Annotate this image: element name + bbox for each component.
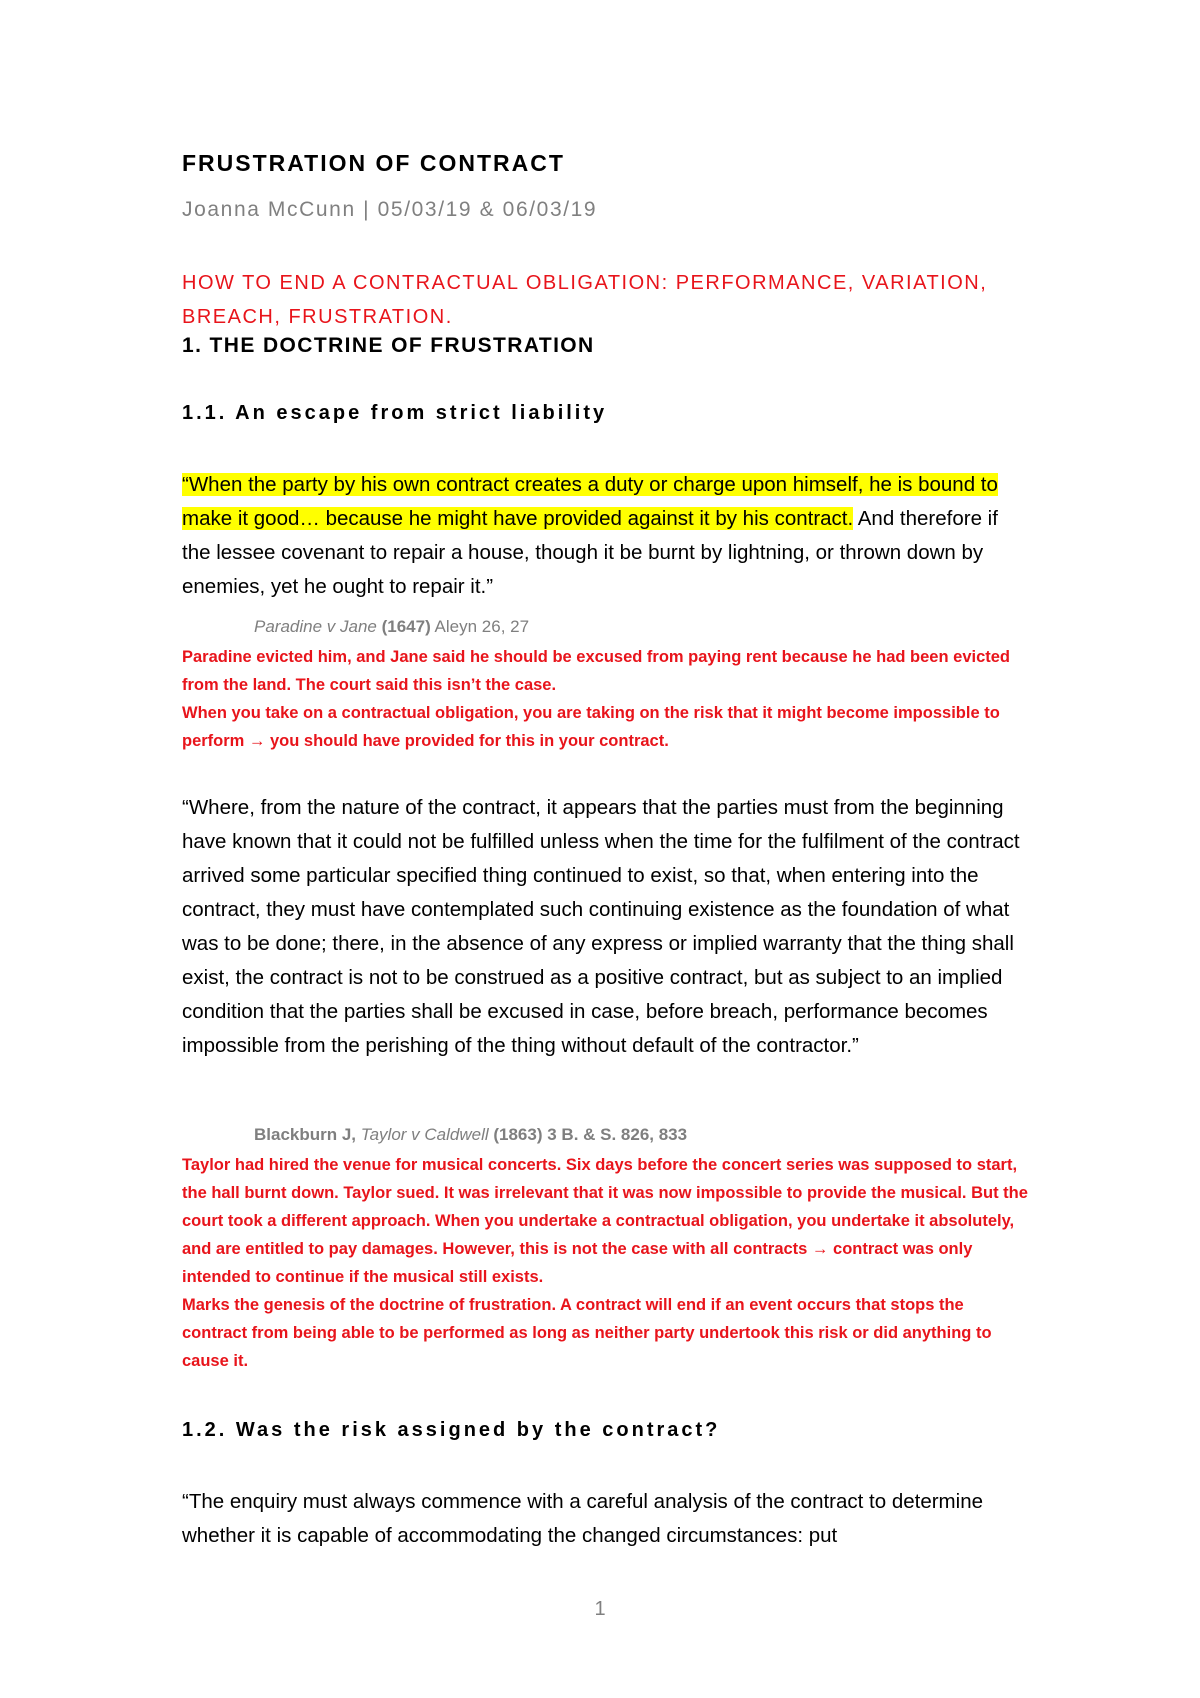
- document-title: FRUSTRATION OF CONTRACT: [182, 150, 565, 176]
- highlighted-text: “When the party by his own contract creates a duty or charge upon himself, he is bound to make it good… because he might have provided against it by his contract.: [182, 473, 998, 530]
- red-heading: HOW TO END A CONTRACTUAL OBLIGATION: PERFORMANCE, VARIATION, BREACH, FRUSTRATION.: [182, 272, 988, 328]
- note-paragraph: Paradine evicted him, and Jane said he should be excused from paying rent because he had been evicted from the land. The court said this isn’t the case.: [182, 648, 1011, 694]
- case-year: (1863): [488, 1125, 548, 1144]
- note-paragraph: Marks the genesis of the doctrine of frustration. A contract will end if an event occurs that stops the contract from being able to be performed as long as neither party undertook this risk or did anything to cause it.: [182, 1296, 992, 1370]
- citation-taylor: [254, 1125, 687, 1145]
- judge-name: Blackburn J,: [254, 1125, 361, 1144]
- note-paradine: [182, 643, 1032, 755]
- quote-paradine: [182, 468, 1032, 604]
- section-heading-1: 1. THE DOCTRINE OF FRUSTRATION: [182, 334, 595, 357]
- case-name: Taylor v Caldwell: [360, 1125, 489, 1144]
- quote-taylor: “Where, from the nature of the contract, it appears that the parties must from the beginning have known that it could not be fulfilled unless when the time for the fulfilment of the contract arrived some particular specified thing continued to exist, so that, when entering into the contract, they must have contemplated such continuing existence as the foundation of what was to be done; there, in the absence of any express or implied warranty that the thing shall exist, the contract is not to be construed as a positive contract, but as subject to an implied condition that the parties shall be excused in case, before breach, performance becomes impossible from the perishing of the thing without default of the contractor.”: [182, 796, 1020, 1057]
- case-name: Paradine v Jane: [254, 617, 377, 636]
- subsection-heading-1-2: 1.2. Was the risk assigned by the contract?: [182, 1419, 721, 1441]
- note-paragraph: When you take on a contractual obligation, you are taking on the risk that it might become impossible to perform → you should have provided for this in your contract.: [182, 704, 1000, 750]
- author-date-line: Joanna McCunn | 05/03/19 & 06/03/19: [182, 198, 598, 221]
- case-year: (1647): [381, 617, 431, 636]
- quote-enquiry: “The enquiry must always commence with a careful analysis of the contract to determine whether it is capable of accommodating the changed circumstances: put: [182, 1490, 983, 1547]
- case-reference: 3 B. & S. 826, 833: [547, 1125, 688, 1144]
- quote-text: And therefore if the lessee covenant to repair a house, though it be burnt by lightning, or thrown down by enemies, yet he ought to repair it.”: [182, 507, 998, 598]
- note-paragraph: Taylor had hired the venue for musical concerts. Six days before the concert series was supposed to start, the hall burnt down. Taylor sued. It was irrelevant that it was now impossible to provide the musical. But the court took a different approach. When you undertake a contractual obligation, you undertake it absolutely, and are entitled to pay damages. However, this is not the case with all contracts → contract was only intended to continue if the musical still exists.: [182, 1156, 1028, 1286]
- citation-paradine: [254, 617, 529, 637]
- note-taylor: [182, 1151, 1032, 1375]
- subsection-heading-1-1: 1.1. An escape from strict liability: [182, 402, 608, 424]
- page-number: 1: [594, 1598, 606, 1620]
- case-reference: Aleyn 26, 27: [430, 617, 530, 636]
